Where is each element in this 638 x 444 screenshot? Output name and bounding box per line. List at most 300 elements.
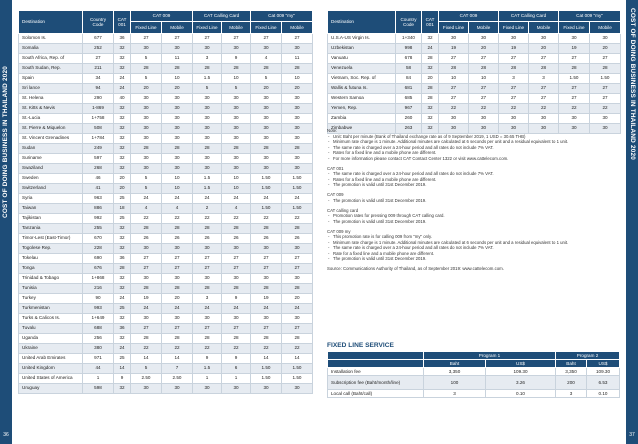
rate-cell: 10 — [222, 174, 251, 184]
rate-cell: 22 — [559, 104, 590, 114]
cat009-my-list — [327, 234, 619, 262]
table-row — [19, 264, 313, 274]
header-cat009: CAT 009 — [439, 11, 499, 22]
destination-cell: U.S.A-US Virgin Is. — [328, 34, 396, 44]
rate-cell: 30 — [222, 274, 251, 284]
rate-cell: 28 — [193, 144, 222, 154]
table-row — [19, 114, 313, 124]
rate-cell: 32 — [114, 134, 131, 144]
calling-card-block — [327, 208, 619, 225]
rate-cell: 24 — [114, 74, 131, 84]
rate-cell: 28 — [222, 64, 251, 74]
rate-cell: 30 — [559, 124, 590, 134]
rate-cell: 1.50 — [282, 184, 313, 194]
rate-cell: 30 — [282, 314, 313, 324]
rate-cell: 25 — [114, 214, 131, 224]
rate-cell: 886 — [83, 204, 114, 214]
rate-cell: 1 — [83, 374, 114, 384]
fee-value-cell: 3 — [424, 390, 486, 398]
cat009-my-title: CAT 009 my — [327, 228, 351, 234]
rate-cell: 22 — [251, 214, 282, 224]
rate-cell: 1.50 — [282, 204, 313, 214]
right-page — [319, 0, 638, 444]
fixed-line-title: FIXED LINE SERVICE — [327, 342, 394, 349]
rate-cell: 27 — [251, 264, 282, 274]
fee-value-cell: 3,350 — [424, 368, 486, 376]
rate-cell: 30 — [282, 154, 313, 164]
fee-label-cell: Subscription fee (Baht/month/line) — [328, 376, 424, 390]
rate-cell: 1.50 — [251, 374, 282, 384]
destination-cell: St. Kitts & Nevis — [19, 104, 83, 114]
table-row — [19, 44, 313, 54]
rate-cell: 28 — [422, 94, 439, 104]
note-item: - For more information please contact CAT Contact Center 1322 or visit www.cattelecom.com. — [327, 156, 619, 162]
destination-cell: Vanuatu — [328, 54, 396, 64]
rate-cell: 41 — [83, 184, 114, 194]
rate-cell: 1+784 — [83, 134, 114, 144]
table-row — [19, 344, 313, 354]
rate-cell: 22 — [590, 104, 621, 114]
rate-cell: 27 — [251, 254, 282, 264]
table-row — [328, 44, 621, 54]
note-item: - Rates for a fixed line and a mobile phone are different. — [327, 150, 619, 156]
table-row — [19, 274, 313, 284]
rate-cell: 1 — [222, 374, 251, 384]
destination-cell: St. Vincent Grenadines — [19, 134, 83, 144]
rate-cell: 14 — [131, 354, 162, 364]
rate-cell: 30 — [131, 44, 162, 54]
table-row — [328, 74, 621, 84]
rate-cell: 30 — [282, 164, 313, 174]
rate-cell: 10 — [439, 74, 469, 84]
notes-section — [327, 128, 619, 272]
rate-cell: 25 — [114, 304, 131, 314]
rate-cell: 27 — [193, 324, 222, 334]
fee-label-cell: Local call (Baht/call) — [328, 390, 424, 398]
table-row — [19, 34, 313, 44]
rate-cell: 1.50 — [559, 74, 590, 84]
rate-cell: 30 — [282, 94, 313, 104]
rate-cell: 677 — [83, 34, 114, 44]
table-row — [328, 54, 621, 64]
rate-cell: 28 — [162, 224, 193, 234]
table-row — [19, 74, 313, 84]
rate-cell: 24 — [422, 44, 439, 54]
rate-cell: 30 — [559, 34, 590, 44]
note-item: - Unit: Baht per minute (Bank of Thailand exchange rate as of 9 September 2019, 1 USD = 30.65 THB) — [327, 134, 619, 140]
table-row — [19, 84, 313, 94]
rate-cell: 30 — [193, 104, 222, 114]
destination-cell: Suriname — [19, 154, 83, 164]
destination-cell: Ukraine — [19, 344, 83, 354]
rate-cell: 30 — [162, 164, 193, 174]
table-row — [19, 184, 313, 194]
rate-cell: 30 — [222, 94, 251, 104]
rate-cell: 22 — [499, 104, 529, 114]
rate-cell: 27 — [469, 94, 499, 104]
destination-cell: Tuvalu — [19, 324, 83, 334]
destination-cell: United Kingdom — [19, 364, 83, 374]
calling-card-list — [327, 213, 619, 224]
rate-cell: 30 — [193, 274, 222, 284]
rate-cell: 30 — [282, 114, 313, 124]
table-row — [19, 164, 313, 174]
rate-cell: 14 — [162, 354, 193, 364]
rate-cell: 27 — [282, 34, 313, 44]
rate-cell: 30 — [131, 114, 162, 124]
rate-cell: 30 — [282, 244, 313, 254]
rate-cell: 24 — [251, 194, 282, 204]
fee-value-cell: 6.53 — [587, 376, 620, 390]
rate-cell: 1.5 — [193, 74, 222, 84]
cat009-my-block — [327, 229, 619, 262]
rate-cell: 32 — [114, 54, 131, 64]
rate-cell: 20 — [251, 84, 282, 94]
header-mobile: Mobile — [162, 22, 193, 34]
destination-cell: Turks & Calicos Is. — [19, 314, 83, 324]
right-sidebar — [626, 0, 638, 444]
rate-cell: 27 — [499, 54, 529, 64]
destination-cell: Syria — [19, 194, 83, 204]
table-row — [328, 114, 621, 124]
fixed-line-table — [327, 351, 620, 398]
fixed-header-blank — [328, 360, 424, 368]
table-row — [19, 244, 313, 254]
table-row — [19, 364, 313, 374]
rate-cell: 22 — [162, 214, 193, 224]
rate-cell: 27 — [439, 54, 469, 64]
rate-cell: 27 — [193, 34, 222, 44]
rate-cell: 22 — [529, 104, 559, 114]
destination-cell: Western Samoa — [328, 94, 396, 104]
rate-cell: 19 — [131, 294, 162, 304]
rate-cell: 1.50 — [251, 174, 282, 184]
rate-cell: 22 — [469, 104, 499, 114]
table-row — [19, 234, 313, 244]
rate-cell: 24 — [162, 194, 193, 204]
destination-cell: Uruguay — [19, 384, 83, 394]
note-item: - The same rate is charged over a 24-hour period and all rates do not include 7% VAT. — [327, 145, 619, 151]
rate-cell: 19 — [251, 294, 282, 304]
rate-cell: 27 — [162, 254, 193, 264]
rate-cell: 24 — [222, 194, 251, 204]
side-title: COST OF DOING BUSINESS IN THAILAND 2020 — [629, 8, 636, 160]
rate-cell: 670 — [83, 234, 114, 244]
rate-cell: 27 — [282, 254, 313, 264]
destination-cell: Taiwan — [19, 204, 83, 214]
table-row — [19, 144, 313, 154]
destination-cell: Sweden — [19, 174, 83, 184]
destination-cell: Solomon Is. — [19, 34, 83, 44]
note-item: - Rate for a fixed line and a mobile phone are different. — [327, 251, 619, 257]
rate-cell: 28 — [162, 284, 193, 294]
destination-cell: Somalia — [19, 44, 83, 54]
rate-cell: 20 — [529, 44, 559, 54]
note-item: - Minimum rate charge is 1 minute. Additional minutes are calculated at 6 seconds per unit and a residual equivalent to 1 unit. — [327, 139, 619, 145]
rate-cell: 28 — [590, 64, 621, 74]
rate-cell: 7 — [162, 364, 193, 374]
rate-cell: 20 — [282, 294, 313, 304]
rate-cell: 32 — [114, 124, 131, 134]
header-country-code: Country Code — [83, 11, 114, 34]
rate-cell: 3 — [193, 54, 222, 64]
rate-cell: 30 — [193, 114, 222, 124]
rate-cell: 690 — [83, 254, 114, 264]
rate-cell: 30 — [222, 124, 251, 134]
rate-cell: 28 — [422, 84, 439, 94]
rate-cell: 3 — [529, 74, 559, 84]
rate-cell: 30 — [131, 134, 162, 144]
rate-cell: 6 — [222, 364, 251, 374]
destination-cell: Turkey — [19, 294, 83, 304]
rate-cell: 24 — [131, 194, 162, 204]
rate-cell: 993 — [83, 304, 114, 314]
rate-cell: 30 — [131, 384, 162, 394]
table-row — [19, 124, 313, 134]
rate-cell: 20 — [590, 44, 621, 54]
rate-cell: 27 — [499, 94, 529, 104]
fee-value-cell: 3 — [556, 390, 587, 398]
header-cat001: CAT 001 — [422, 11, 439, 34]
rate-cell: 25 — [114, 194, 131, 204]
note-item: - The promotion is valid until 31st December 2019. — [327, 256, 619, 262]
rate-cell: 30 — [439, 114, 469, 124]
rate-cell: 998 — [396, 44, 422, 54]
rate-cell: 32 — [114, 334, 131, 344]
cat001-list — [327, 171, 619, 188]
rate-cell: 22 — [282, 214, 313, 224]
rate-cell: 27 — [529, 94, 559, 104]
rate-cell: 27 — [251, 324, 282, 334]
rate-cell: 30 — [251, 114, 282, 124]
destination-cell: Tokelau — [19, 254, 83, 264]
rate-cell: 30 — [251, 314, 282, 324]
table-row — [19, 304, 313, 314]
rate-cell: 27 — [559, 94, 590, 104]
rate-cell: 30 — [131, 104, 162, 114]
rate-cell: 30 — [469, 34, 499, 44]
rate-cell: 30 — [469, 124, 499, 134]
rate-cell: 22 — [222, 214, 251, 224]
rate-cell: 1 — [193, 374, 222, 384]
rate-cell: 30 — [282, 44, 313, 54]
rate-cell: 27 — [162, 264, 193, 274]
destination-cell: St. Helena — [19, 94, 83, 104]
rate-cell: 32 — [114, 114, 131, 124]
rate-cell: 28 — [114, 264, 131, 274]
rate-cell: 27 — [499, 84, 529, 94]
rate-cell: 5 — [131, 184, 162, 194]
rate-cell: 1.5 — [193, 174, 222, 184]
table-row — [19, 334, 313, 344]
rate-cell: 22 — [131, 344, 162, 354]
destination-cell: Turkmenistan — [19, 304, 83, 314]
rate-cell: 30 — [193, 164, 222, 174]
page-number: 37 — [629, 432, 635, 438]
rate-cell: 3 — [499, 74, 529, 84]
table-row — [19, 154, 313, 164]
note-item: - The promotion is valid until 31st December 2019. — [327, 219, 619, 225]
rate-cell: 94 — [83, 84, 114, 94]
rate-cell: 971 — [83, 354, 114, 364]
header-destination: Destination — [19, 11, 83, 34]
rate-cell: 30 — [162, 44, 193, 54]
rate-cell: 14 — [282, 354, 313, 364]
rate-cell: 508 — [83, 124, 114, 134]
destination-cell: South Africa, Rep. of — [19, 54, 83, 64]
rate-cell: 36 — [114, 254, 131, 264]
destination-cell: Spain — [19, 74, 83, 84]
rate-cell: 30 — [251, 124, 282, 134]
rate-cell: 30 — [162, 124, 193, 134]
rate-cell: 27 — [559, 54, 590, 64]
rate-cell: 5 — [131, 364, 162, 374]
rate-cell: 30 — [131, 244, 162, 254]
rates-body-right — [328, 34, 621, 134]
rate-cell: 30 — [251, 164, 282, 174]
rate-cell: 992 — [83, 214, 114, 224]
rates-table-left — [18, 10, 313, 394]
destination-cell: Togolese Rep. — [19, 244, 83, 254]
rate-cell: 676 — [83, 264, 114, 274]
rate-cell: 25 — [114, 354, 131, 364]
rate-cell: 24 — [193, 304, 222, 314]
table-row — [328, 376, 620, 390]
rate-cell: 30 — [439, 124, 469, 134]
table-row — [19, 134, 313, 144]
rate-cell: 26 — [251, 234, 282, 244]
rate-cell: 27 — [529, 84, 559, 94]
rate-cell: 44 — [83, 364, 114, 374]
rate-cell: 30 — [251, 154, 282, 164]
rate-cell: 681 — [396, 84, 422, 94]
rate-cell: 32 — [114, 224, 131, 234]
rate-cell: 28 — [162, 334, 193, 344]
rate-cell: 84 — [396, 74, 422, 84]
rate-cell: 1.50 — [282, 174, 313, 184]
rate-cell: 10 — [222, 74, 251, 84]
fee-value-cell: 0.10 — [587, 390, 620, 398]
rate-cell: 19 — [499, 44, 529, 54]
table-row — [328, 368, 620, 376]
rate-cell: 9 — [222, 54, 251, 64]
rate-cell: 30 — [222, 104, 251, 114]
note-list — [327, 134, 619, 162]
rate-cell: 30 — [251, 134, 282, 144]
header-fixed-line: Fixed Line — [251, 22, 282, 34]
rate-cell: 28 — [251, 224, 282, 234]
rate-cell: 32 — [422, 104, 439, 114]
rate-cell: 27 — [131, 324, 162, 334]
header-mobile: Mobile — [529, 22, 559, 34]
rate-cell: 30 — [222, 134, 251, 144]
table-row — [19, 384, 313, 394]
rate-cell: 32 — [114, 314, 131, 324]
rate-cell: 30 — [162, 104, 193, 114]
rate-cell: 28 — [193, 224, 222, 234]
rates-body-left — [19, 34, 313, 394]
rate-cell: 26 — [131, 234, 162, 244]
destination-cell: United States of America — [19, 374, 83, 384]
rate-cell: 32 — [422, 34, 439, 44]
rate-cell: 28 — [131, 224, 162, 234]
rate-cell: 28 — [131, 144, 162, 154]
rate-cell: 27 — [222, 254, 251, 264]
rate-cell: 4 — [162, 204, 193, 214]
header-fixed-line: Fixed Line — [499, 22, 529, 34]
rate-cell: 216 — [83, 284, 114, 294]
note-item: - The same rate is charged over a 24-hour period and all rates do not include 7% VAT. — [327, 171, 619, 177]
rate-cell: 30 — [590, 114, 621, 124]
rate-cell: 5 — [131, 174, 162, 184]
rate-cell: 9 — [114, 374, 131, 384]
rate-cell: 27 — [162, 324, 193, 334]
rate-cell: 28 — [222, 334, 251, 344]
fixed-header-program1: Program 1 — [424, 352, 556, 360]
header-cat-calling-card: CAT Calling Card — [499, 11, 559, 22]
cat009-block — [327, 192, 619, 203]
fixed-header-baht: Baht — [424, 360, 486, 368]
rate-cell: 11 — [282, 54, 313, 64]
destination-cell: Zambia — [328, 114, 396, 124]
rate-cell: 30 — [162, 94, 193, 104]
rate-cell: 1.5 — [193, 364, 222, 374]
rate-cell: 18 — [114, 204, 131, 214]
rate-cell: 10 — [282, 74, 313, 84]
destination-cell: Swaziland — [19, 164, 83, 174]
rate-cell: 30 — [251, 244, 282, 254]
fee-label-cell: Installation fee — [328, 368, 424, 376]
rate-cell: 24 — [193, 194, 222, 204]
rate-cell: 27 — [131, 34, 162, 44]
rate-cell: 28 — [439, 64, 469, 74]
rate-cell: 24 — [222, 304, 251, 314]
rate-cell: 30 — [162, 114, 193, 124]
table-row — [19, 354, 313, 364]
rate-cell: 1.50 — [251, 364, 282, 374]
source-note: Source: Communications Authority of Thailand, as of September 2019: www.cattelecom.com. — [327, 266, 504, 271]
rate-cell: 30 — [222, 384, 251, 394]
rate-cell: 14 — [251, 354, 282, 364]
rate-cell: 20 — [131, 84, 162, 94]
page-number: 36 — [3, 432, 9, 438]
header-cat-calling-card: CAT Calling Card — [193, 11, 251, 22]
table-row — [19, 324, 313, 334]
rate-cell: 30 — [131, 154, 162, 164]
rate-cell: 28 — [559, 64, 590, 74]
header-mobile: Mobile — [590, 22, 621, 34]
rate-cell: 34 — [83, 74, 114, 84]
rate-cell: 11 — [162, 54, 193, 64]
rate-cell: 290 — [83, 94, 114, 104]
rate-cell: 4 — [131, 204, 162, 214]
table-row — [19, 254, 313, 264]
header-cat009-my: Cat 009 "my" — [251, 11, 313, 22]
rate-cell: 32 — [114, 234, 131, 244]
rate-cell: 32 — [422, 124, 439, 134]
rate-cell: 30 — [162, 154, 193, 164]
fee-value-cell: 3.26 — [486, 376, 556, 390]
rate-cell: 32 — [114, 244, 131, 254]
rate-cell: 20 — [162, 84, 193, 94]
cat009-list — [327, 198, 619, 204]
destination-cell: Sudan — [19, 144, 83, 154]
destination-cell: Uzbekistan — [328, 44, 396, 54]
rate-cell: 30 — [499, 124, 529, 134]
rate-cell: 32 — [114, 284, 131, 294]
rate-cell: 27 — [439, 84, 469, 94]
rate-cell: 30 — [529, 124, 559, 134]
